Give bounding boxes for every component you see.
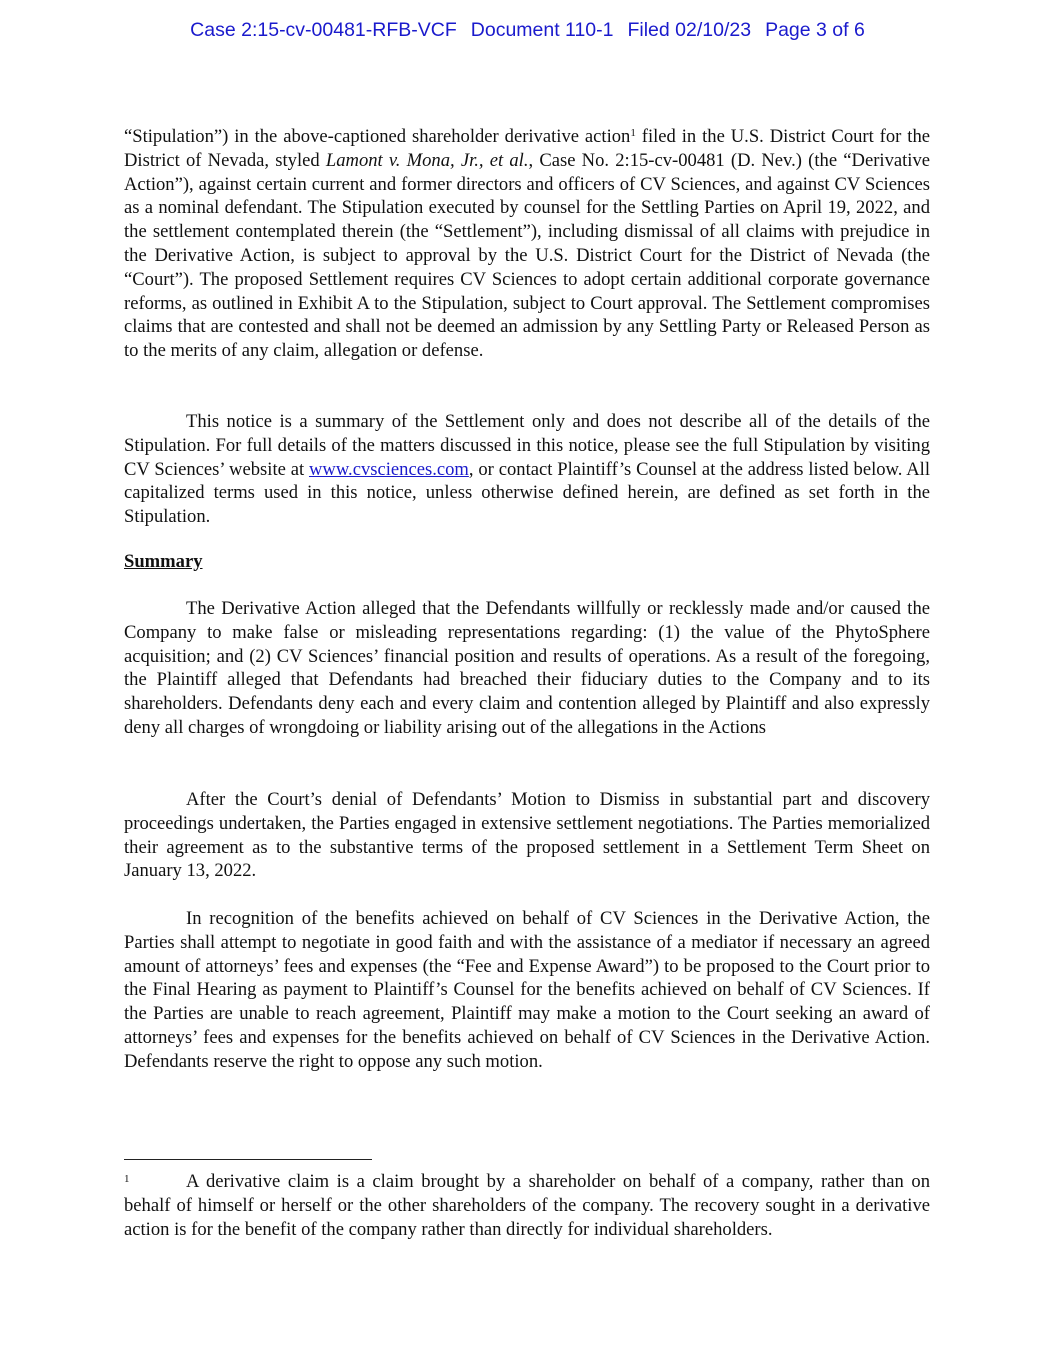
paragraph-1-text-b: filed in the U.S. District Court for the District of Nevada, styled xyxy=(124,126,930,171)
paragraph-5-text: In recognition of the benefits achieved on behalf of CV Sciences in the Derivative Action, the Parties shall attempt to negotiate in good faith and with the assistance of a mediator if necessary an agreed amount of attorneys’ fees and expenses (the “Fee and Expense Award”) to be proposed to the Court prior to the Final Hearing as payment to Plaintiff’s Counsel for the benefits achieved on behalf of CV Sciences. If the Parties are unable to reach agreement, Plaintiff may make a motion to the Court seeking an award of attorneys’ fees and expenses for the benefits achieved on behalf of CV Sciences in the Derivative Action. Defendants reserve the right to oppose any such motion. xyxy=(124,908,930,1072)
paragraph-1-text-c: , Case No. 2:15-cv-00481 (D. Nev.) (the “Derivative Action”), against certain current and former directors and officers of CV Sciences, and against CV Sciences as a nominal defendant. The Stipulation executed by counsel for the Settling Parties on April 19, 2022, and the settlement contemplated therein (the “Settlement”), including dismissal of all claims with prejudice in the Derivative Action, is subject to approval by the U.S. District Court for the District of Nevada (the “Court”). The proposed Settlement requires CV Sciences to adopt certain additional corporate governance reforms, as outlined in Exhibit A to the Stipulation, subject to Court approval. The Settlement compromises claims that are contested and shall not be deemed an admission by any Settling Party or Released Person as to the merits of any claim, allegation or defense. xyxy=(124,149,931,362)
case-number: Case 2:15-cv-00481-RFB-VCF xyxy=(190,19,457,41)
paragraph-3-text: The Derivative Action alleged that the Defendants willfully or recklessly made and/or caused the Company to make false or misleading representations regarding: (1) the value of the PhytoSphere acquisition; and (2) CV Sciences’ financial position and results of operations. As a result of the foregoing, the Plaintiff alleged that Defendants had breached their fiduciary duties to the Company and to its shareholders. Defendants deny each and every claim and contention alleged by Plaintiff and also expressly deny all charges of wrongdoing or liability arising out of the allegations in the Actions xyxy=(124,598,930,738)
paragraph-fee-award xyxy=(124,907,930,1074)
paragraph-2-text-b: , or contact Plaintiff’s Counsel at the address listed below. All capitalized terms used in this notice, unless otherwise defined herein, are defined as set forth in the Stipulation. xyxy=(124,458,930,528)
document-number: Document 110-1 xyxy=(470,19,614,41)
page-indicator: Page 3 of 6 xyxy=(765,19,865,41)
footnote-text: A derivative claim is a claim brought by a shareholder on behalf of a company, rather than on behalf of himself or herself or the other shareholders of the company. The recovery sought in a derivative action is for the benefit of the company rather than directly for individual shareholders. xyxy=(124,1171,930,1240)
filed-date: Filed 02/10/23 xyxy=(627,19,752,41)
court-filing-header-stamp xyxy=(0,19,1055,42)
footnote-reference[interactable]: 1 xyxy=(630,127,636,139)
paragraph-allegations xyxy=(124,597,930,740)
paragraph-1-text-a: “Stipulation”) in the above-captioned shareholder derivative action xyxy=(124,126,631,147)
footnote-number: 1 xyxy=(124,1173,130,1185)
paragraph-4-text: After the Court’s denial of Defendants’ Motion to Dismiss in substantial part and discovery proceedings undertaken, the Parties engaged in extensive settlement negotiations. The Parties memorialized their agreement as to the substantive terms of the proposed settlement in a Settlement Term Sheet on January 13, 2022. xyxy=(124,789,930,882)
paragraph-notice-summary xyxy=(124,410,930,529)
paragraph-2-text-a: This notice is a summary of the Settlement only and does not describe all of the details of the Stipulation. For full details of the matters discussed in this notice, please see the full Stipulation by visiting CV Sciences’ website at xyxy=(124,411,930,480)
paragraph-negotiations xyxy=(124,788,930,883)
section-heading-summary: Summary xyxy=(124,551,203,572)
cvsciences-website-link[interactable]: www.cvsciences.com xyxy=(308,458,469,480)
footnote xyxy=(124,1170,930,1241)
footnote-divider xyxy=(124,1159,372,1160)
paragraph-stipulation-intro xyxy=(124,125,930,363)
case-name: Lamont v. Mona, Jr., et al. xyxy=(325,149,529,171)
